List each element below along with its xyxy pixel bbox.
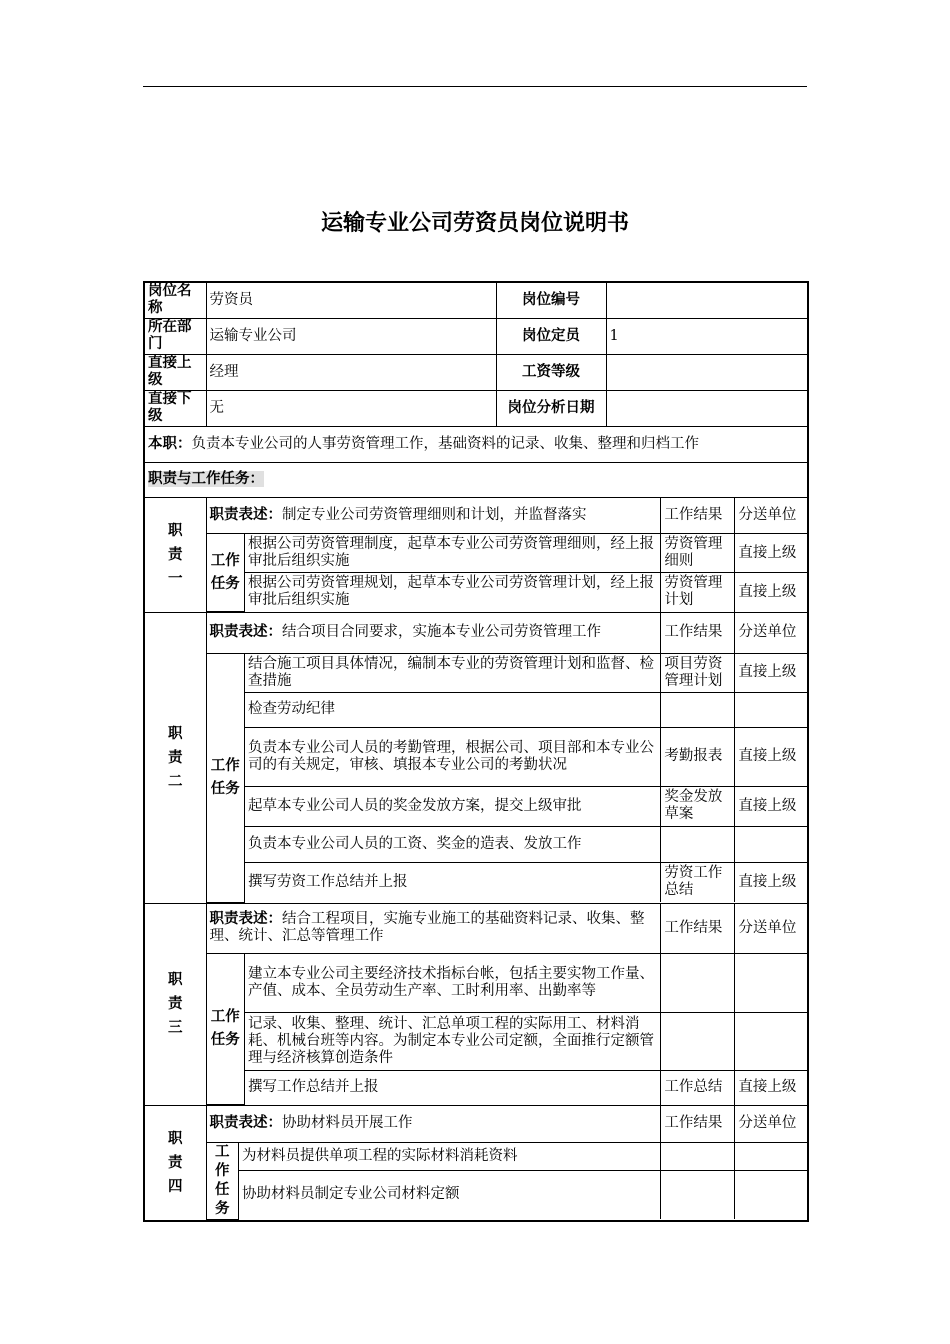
duty-1-label: 职 责 一 (144, 497, 206, 613)
duty-3-task-2-dest (735, 1013, 807, 1071)
result-header: 工作结果 (661, 904, 735, 954)
duty-3-task-2-result (661, 1013, 735, 1071)
duty-1-task-2-dest: 直接上级 (735, 573, 807, 612)
duty-3-task-1-dest (735, 954, 807, 1013)
page-title: 运输专业公司劳资员岗位说明书 (320, 211, 629, 236)
duty-3-label: 职 责 三 (144, 903, 206, 1106)
dest-header: 分送单位 (735, 613, 807, 653)
duty-4-task-2-dest (735, 1170, 807, 1219)
header-rule (143, 86, 807, 87)
dest-header: 分送单位 (735, 1106, 807, 1142)
duty-1-statement: 职责表述：制定专业公司劳资管理细则和计划，并监督落实 (207, 498, 661, 534)
analysis-date-label: 岗位分析日期 (496, 390, 606, 426)
duty-1-block (206, 497, 808, 613)
duty-1-task-2: 根据公司劳资管理规划，起草本专业公司劳资管理计划，经上报审批后组织实施 (245, 573, 661, 612)
duty-2-task-4: 起草本专业公司人员的奖金发放方案，提交上级审批 (245, 786, 661, 826)
duty-2-task-1-result: 项目劳资管理计划 (661, 653, 735, 692)
duty-1-task-2-result: 劳资管理计划 (661, 573, 735, 612)
duty-2-task-1-dest: 直接上级 (735, 653, 807, 692)
duty-3-statement: 职责表述：结合工程项目，实施专业施工的基础资料记录、收集、整理、统计、汇总等管理工作 (207, 904, 661, 954)
duty-4-task-1: 为材料员提供单项工程的实际材料消耗资料 (239, 1142, 661, 1170)
duty-2-task-label: 工作 任务 (207, 653, 245, 902)
duty-4-block (206, 1106, 808, 1221)
dest-header: 分送单位 (735, 904, 807, 954)
duty-2-task-2-result (661, 692, 735, 727)
salary-grade-value (606, 354, 808, 390)
duty-1-task-1: 根据公司劳资管理制度，起草本专业公司劳资管理细则，经上报审批后组织实施 (245, 534, 661, 573)
duty-2-task-2: 检查劳动纪律 (245, 692, 661, 727)
superior-value: 经理 (206, 354, 496, 390)
duty-3-block (206, 903, 808, 1106)
duty-4-task-label: 工 作 任 务 (207, 1142, 239, 1219)
duty-2-label: 职 责 二 (144, 613, 206, 904)
duty-3-task-2: 记录、收集、整理、统计、汇总单项工程的实际用工、材料消耗、机械台班等内容。为制定本专业公司定额，全面推行定额管理与经济核算创造条件 (245, 1013, 661, 1071)
duty-3-task-3: 撰写工作总结并上报 (245, 1071, 661, 1105)
result-header: 工作结果 (661, 613, 735, 653)
duty-2-task-3-result: 考勤报表 (661, 727, 735, 786)
duty-1-task-1-dest: 直接上级 (735, 534, 807, 573)
duty-2-task-5: 负责本专业公司人员的工资、奖金的造表、发放工作 (245, 826, 661, 862)
duty-2-task-6-dest: 直接上级 (735, 862, 807, 902)
duty-4-task-1-dest (735, 1142, 807, 1170)
salary-grade-label: 工资等级 (496, 354, 606, 390)
duty-3-task-1-result (661, 954, 735, 1013)
subordinate-value: 无 (206, 390, 496, 426)
duties-header-row (144, 462, 808, 497)
duty-2-task-2-dest (735, 692, 807, 727)
duty-2-task-3-dest: 直接上级 (735, 727, 807, 786)
result-header: 工作结果 (661, 498, 735, 534)
duty-3-task-label: 工作 任务 (207, 954, 245, 1105)
superior-label: 直接上级 (144, 354, 206, 390)
headcount-label: 岗位定员 (496, 318, 606, 354)
main-duty-text: 负责本专业公司的人事劳资管理工作，基础资料的记录、收集、整理和归档工作 (191, 435, 699, 452)
headcount-value: 1 (606, 318, 808, 354)
result-header: 工作结果 (661, 1106, 735, 1142)
position-code-label: 岗位编号 (496, 282, 606, 318)
duty-2-statement: 职责表述：结合项目合同要求，实施本专业公司劳资管理工作 (207, 613, 661, 653)
duty-3-task-1: 建立本专业公司主要经济技术指标台帐，包括主要实物工作量、产值、成本、全员劳动生产率、工时利用率、出勤率等 (245, 954, 661, 1013)
main-duty-label: 本职： (148, 435, 192, 452)
duty-3-task-3-result: 工作总结 (661, 1071, 735, 1105)
position-name-label: 岗位名称 (144, 282, 206, 318)
duty-2-task-5-dest (735, 826, 807, 862)
duty-3-task-3-dest: 直接上级 (735, 1071, 807, 1105)
duty-1-task-label: 工作 任务 (207, 534, 245, 612)
duty-4-task-2-result (661, 1170, 735, 1219)
analysis-date-value (606, 390, 808, 426)
dest-header: 分送单位 (735, 498, 807, 534)
duty-2-task-6-result: 劳资工作总结 (661, 862, 735, 902)
main-duty-row (144, 426, 808, 462)
duty-4-task-2: 协助材料员制定专业公司材料定额 (239, 1170, 661, 1219)
duty-1-task-1-result: 劳资管理细则 (661, 534, 735, 573)
duty-2-task-3: 负责本专业公司人员的考勤管理，根据公司、项目部和本专业公司的有关规定，审核、填报本专业公司的考勤状况 (245, 727, 661, 786)
department-label: 所在部门 (144, 318, 206, 354)
job-description-table (143, 281, 807, 1222)
duty-4-task-1-result (661, 1142, 735, 1170)
duty-2-task-4-result: 奖金发放草案 (661, 786, 735, 826)
duty-2-task-5-result (661, 826, 735, 862)
position-code-value (606, 282, 808, 318)
duty-2-block (206, 613, 808, 904)
duty-2-task-4-dest: 直接上级 (735, 786, 807, 826)
duty-2-task-6: 撰写劳资工作总结并上报 (245, 862, 661, 902)
subordinate-label: 直接下级 (144, 390, 206, 426)
duty-2-task-1: 结合施工项目具体情况，编制本专业的劳资管理计划和监督、检查措施 (245, 653, 661, 692)
duty-4-statement: 职责表述：协助材料员开展工作 (207, 1106, 661, 1142)
duties-header: 职责与工作任务： (148, 471, 264, 487)
department-value: 运输专业公司 (206, 318, 496, 354)
position-name-value: 劳资员 (206, 282, 496, 318)
duty-4-label: 职 责 四 (144, 1106, 206, 1221)
